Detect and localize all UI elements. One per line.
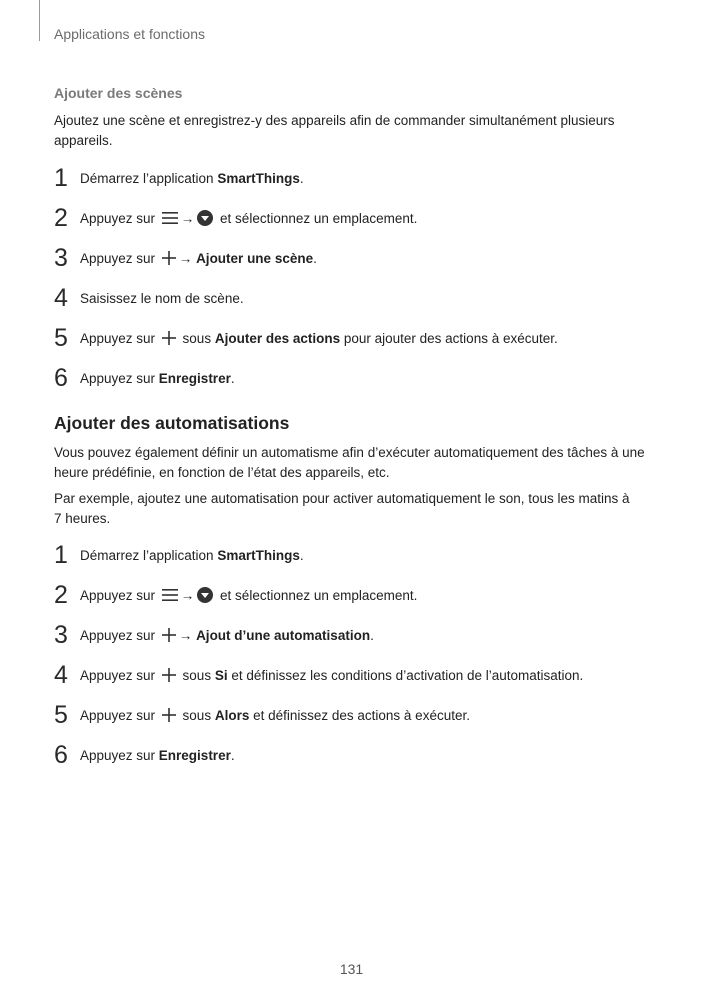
step-number: 4 [54, 284, 68, 312]
plus-icon [162, 251, 176, 265]
automation-step-2 [54, 581, 417, 609]
step-text: Démarrez l’application SmartThings . [80, 170, 304, 186]
step-number: 5 [54, 701, 68, 729]
scene-step-2 [54, 204, 417, 232]
automations-para-1-line1: Vous pouvez également définir un automatisme afin d’exécuter automatiquement des tâches à une [54, 445, 645, 460]
plus-icon [162, 668, 176, 682]
automation-step-4 [54, 661, 583, 689]
automations-para-1-line2: heure prédéfinie, en fonction de l’état des appareils, etc. [54, 465, 390, 480]
step-number: 6 [54, 741, 68, 769]
scenes-intro-line2: appareils. [54, 133, 113, 148]
dropdown-circle-icon [197, 210, 213, 226]
step-number: 2 [54, 204, 68, 232]
automation-step-6 [54, 741, 235, 769]
step-number: 6 [54, 364, 68, 392]
step-text: Démarrez l’application SmartThings . [80, 547, 304, 563]
automations-para-2-line2: 7 heures. [54, 511, 111, 526]
step-text: Appuyez sur → Ajouter une scène . [80, 250, 317, 266]
header-rule [39, 0, 40, 41]
scene-step-5 [54, 324, 558, 352]
step-number: 1 [54, 164, 68, 192]
step-number: 3 [54, 244, 68, 272]
chapter-title: Applications et fonctions [54, 26, 205, 42]
step-text: Appuyez sur Enregistrer . [80, 370, 235, 386]
step-number: 1 [54, 541, 68, 569]
step-text: Appuyez sur Enregistrer . [80, 747, 235, 763]
scenes-intro-line1: Ajoutez une scène et enregistrez-y des appareils afin de commander simultanément plusieurs [54, 113, 615, 128]
step-text: Appuyez sur → et sélectionnez un emplacement. [80, 587, 418, 603]
step-text: Appuyez sur sous Si et définissez les conditions d’activation de l’automatisation. [80, 667, 584, 683]
page-number: 131 [339, 961, 364, 977]
step-text: Appuyez sur sous Alors et définissez des actions à exécuter. [80, 707, 470, 723]
automations-para-2-line1: Par exemple, ajoutez une automatisation pour activer automatiquement le son, tous les matins à [54, 491, 630, 506]
step-number: 3 [54, 621, 68, 649]
step-text: Appuyez sur sous Ajouter des actions pour ajouter des actions à exécuter. [80, 330, 558, 346]
scenes-intro [54, 111, 654, 151]
step-number: 2 [54, 581, 68, 609]
plus-icon [162, 628, 176, 642]
plus-icon [162, 331, 176, 345]
automation-step-1 [54, 541, 304, 569]
automations-heading: Ajouter des automatisations [54, 413, 290, 433]
scene-step-6 [54, 364, 235, 392]
automation-step-3 [54, 621, 374, 649]
scene-step-4 [54, 284, 244, 312]
step-number: 4 [54, 661, 68, 689]
step-text: Appuyez sur → Ajout d’une automatisation . [80, 627, 374, 643]
automations-para-2 [54, 489, 654, 529]
automation-step-5 [54, 701, 470, 729]
dropdown-circle-icon [197, 587, 213, 603]
menu-icon [162, 211, 178, 225]
step-number: 5 [54, 324, 68, 352]
automations-para-1 [54, 443, 654, 483]
menu-icon [162, 588, 178, 602]
step-text: Saisissez le nom de scène. [80, 290, 244, 306]
scenes-heading: Ajouter des scènes [54, 85, 183, 101]
plus-icon [162, 708, 176, 722]
scene-step-1 [54, 164, 304, 192]
step-text: Appuyez sur → et sélectionnez un emplacement. [80, 210, 418, 226]
scene-step-3 [54, 244, 317, 272]
